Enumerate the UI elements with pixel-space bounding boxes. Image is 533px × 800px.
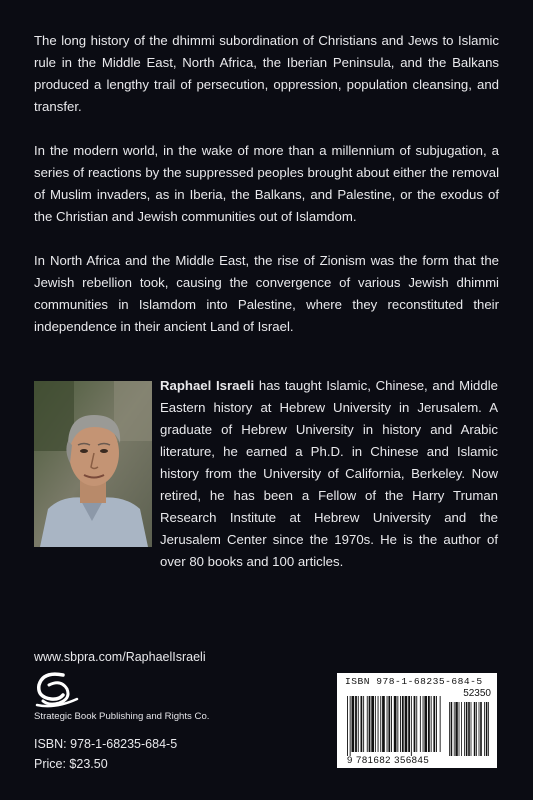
- barcode-bar: [405, 696, 408, 752]
- barcode-bar: [423, 696, 424, 752]
- barcode-addon-bar: [464, 702, 465, 756]
- blurb-paragraph-1: The long history of the dhimmi subordination of Christians and Jews to Islamic rule in the Middle East, North Africa, the Iberian Peninsula, and the Balkans produced a lengthy trail of persecution, oppression, population cleansing, and transfer.: [34, 33, 499, 114]
- price-text: Price: $23.50: [34, 757, 108, 771]
- blurb-paragraph-3: In North Africa and the Middle East, the rise of Zionism was the form that the Jewish rebellion took, causing the convergence of various Jewish dhimmi communities in Islamdom into Palestine, where they reconstituted their independence in their ancient Land of Israel.: [34, 253, 499, 334]
- barcode-bar: [440, 696, 441, 752]
- barcode-addon-bar: [455, 702, 457, 756]
- barcode-bar: [428, 696, 430, 752]
- barcode-bar: [411, 696, 412, 756]
- barcode-bar: [378, 696, 379, 752]
- author-photo: [34, 381, 152, 547]
- barcode-bar: [408, 696, 410, 752]
- barcode-bar: [352, 696, 355, 752]
- barcode-bars: [345, 688, 491, 756]
- barcode-bar: [416, 696, 417, 752]
- barcode: [337, 673, 497, 768]
- barcode-bar: [387, 696, 388, 752]
- barcode-bar: [355, 696, 357, 752]
- barcode-bar: [391, 696, 392, 752]
- website-link[interactable]: www.sbpra.com/RaphaelIsraeli: [34, 650, 206, 664]
- barcode-addon-bar: [454, 702, 455, 756]
- barcode-addon-bar: [474, 702, 476, 756]
- barcode-addon-bar: [476, 702, 477, 756]
- barcode-bar: [358, 696, 359, 752]
- barcode-bar: [371, 696, 374, 752]
- barcode-bar: [400, 696, 401, 752]
- barcode-digits: 9 781682 356845: [347, 755, 430, 766]
- blurb-paragraph-2: In the modern world, in the wake of more than a millennium of subjugation, a series of reactions by the suppressed peoples brought about either the removal of Muslim invaders, as in Iberia, the Balkans, and Palestine, or the exodus of the Christian and Jewish communities out of Islamdom.: [34, 143, 499, 224]
- barcode-addon-bar: [459, 702, 460, 756]
- barcode-addon-bar: [466, 702, 468, 756]
- barcode-bar: [388, 696, 390, 752]
- barcode-bar: [367, 696, 368, 752]
- barcode-addon-bar: [471, 702, 472, 756]
- barcode-addon-bar: [449, 702, 450, 756]
- barcode-addon-bar: [486, 702, 488, 756]
- author-bio: [160, 375, 498, 573]
- publisher-logo: [33, 669, 79, 709]
- barcode-bar: [414, 696, 416, 752]
- barcode-bar: [420, 696, 421, 752]
- barcode-bar: [363, 696, 364, 752]
- barcode-bar: [436, 696, 437, 752]
- barcode-addon-bar: [451, 702, 453, 756]
- barcode-bar: [382, 696, 385, 752]
- barcode-addon-bar: [479, 702, 480, 756]
- barcode-isbn-label: ISBN 978-1-68235-684-5: [345, 676, 483, 687]
- barcode-bar: [369, 696, 371, 752]
- barcode-bar: [424, 696, 427, 752]
- barcode-bar: [380, 696, 381, 752]
- barcode-addon-bar: [480, 702, 482, 756]
- barcode-addon-bar: [488, 702, 489, 756]
- barcode-bar: [361, 696, 363, 752]
- barcode-addon-bar: [461, 702, 462, 756]
- barcode-bar: [350, 696, 351, 756]
- barcode-price-code: 52350: [463, 688, 491, 699]
- barcode-bar: [431, 696, 432, 752]
- isbn-text: ISBN: 978-1-68235-684-5: [34, 737, 178, 751]
- publisher-name: Strategic Book Publishing and Rights Co.: [34, 711, 210, 722]
- barcode-addon-bar: [484, 702, 485, 756]
- barcode-bar: [433, 696, 435, 752]
- barcode-bar: [397, 696, 398, 752]
- author-name: Raphael Israeli: [160, 378, 255, 393]
- barcode-bar: [402, 696, 404, 752]
- barcode-addon-bar: [468, 702, 470, 756]
- author-bio-text: has taught Islamic, Chinese, and Middle Eastern history at Hebrew University in Jerusalem. A graduate of Hebrew University in history and Arabic literature, he earned a Ph.D. in Chinese and Islamic history from the University of California, Berkeley. Now retired, he has been a Fellow of the Harry Truman Research Institute at Hebrew University and the Jerusalem Center since the 1970s. He is the author of over 80 books and 100 articles.: [160, 378, 498, 569]
- barcode-bar: [375, 696, 376, 752]
- barcode-bar: [347, 696, 348, 756]
- barcode-bar: [394, 696, 397, 752]
